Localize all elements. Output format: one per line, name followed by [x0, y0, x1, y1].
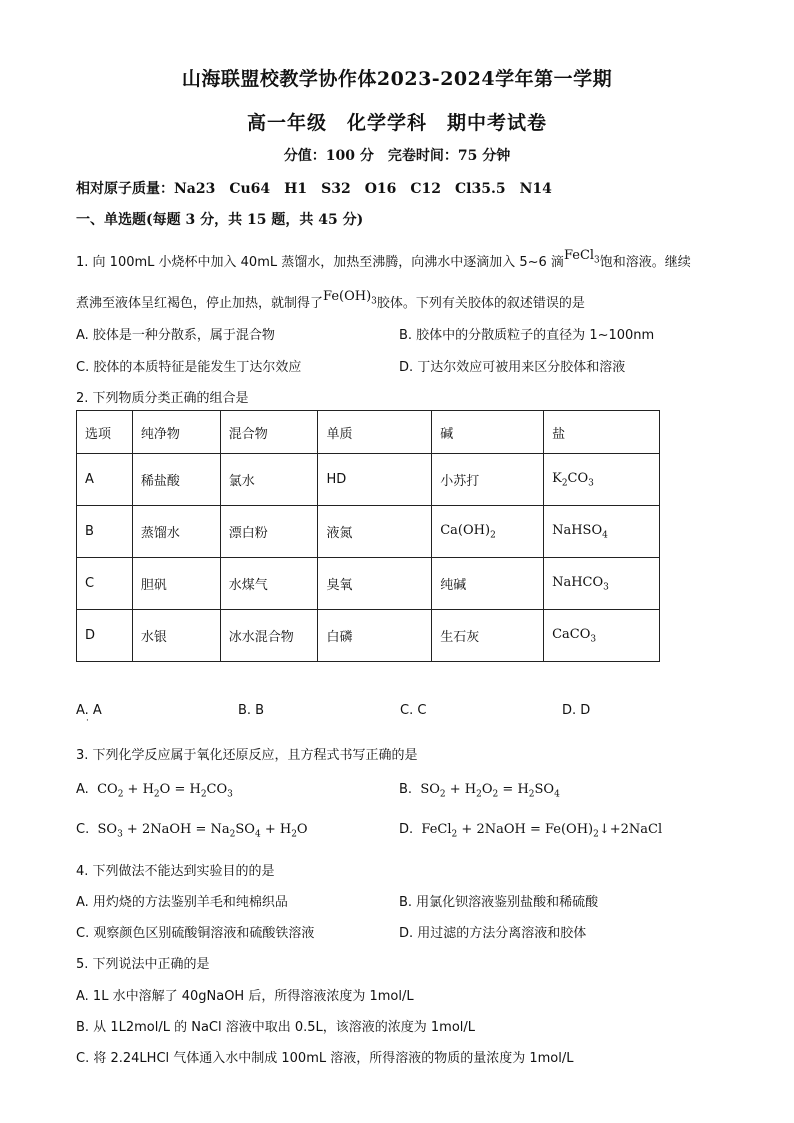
q3-option-d — [399, 822, 662, 840]
table-cell: 白磷 — [318, 610, 432, 662]
header-cell: 单质 — [318, 411, 432, 454]
classification-table — [76, 410, 660, 662]
q4-option-b: B. 用氯化钡溶液鉴别盐酸和稀硫酸 — [399, 895, 599, 910]
q1-line1-text-b: 饱和溶液。继续 — [599, 255, 691, 270]
header-cell: 碱 — [432, 411, 544, 454]
q4-stem: 4. 下列做法不能达到实验目的的是 — [76, 864, 275, 879]
q1-option-d: D. 丁达尔效应可被用来区分胶体和溶液 — [399, 360, 626, 375]
q3-label-c: C. — [76, 822, 90, 837]
table-cell: C — [77, 558, 133, 610]
table-cell: 稀盐酸 — [132, 454, 220, 506]
table-cell: D — [77, 610, 133, 662]
q1-line1-text-a: 1. 向 100mL 小烧杯中加入 40mL 蒸馏水，加热至沸腾，向沸水中逐滴加入 5~6 滴 — [76, 255, 564, 270]
equation-d: FeCl$_2$ + 2NaOH = $Fe(OH)_2↓+2NaCl$ — [417, 822, 663, 840]
q5-option-a: A. 1L 水中溶解了 40gNaOH 后，所得溶液浓度为 1mol/L — [76, 989, 414, 1004]
q1-line2-text-b: 胶体。下列有关胶体的叙述错误的是 — [376, 296, 585, 311]
table-cell: 漂白粉 — [220, 506, 318, 558]
table-cell: 水煤气 — [220, 558, 318, 610]
q2-option-a: A. A — [76, 703, 102, 718]
table-row — [77, 610, 660, 662]
q3-label-a: A. — [76, 782, 89, 797]
q1-line2-text-a: 煮沸至液体呈红褐色，停止加热，就制得了 — [76, 296, 324, 311]
q2-option-c: C. C — [400, 703, 427, 718]
table-cell: 纯碱 — [432, 558, 544, 610]
equation-c: $SO_3$ + 2NaOH = $Na_2SO_4 + H_2O$ — [93, 822, 308, 840]
q4-option-d: D. 用过滤的方法分离溶液和胶体 — [399, 926, 587, 941]
table-cell: 胆矾 — [132, 558, 220, 610]
q1-line1 — [76, 248, 691, 273]
salt-formula-cell: CaCO$_3$ — [544, 610, 660, 662]
header-cell: 混合物 — [220, 411, 318, 454]
base-formula-cell: $Ca(OH)_2$ — [432, 506, 544, 558]
table-header-row — [77, 411, 660, 454]
table-cell: 臭氧 — [318, 558, 432, 610]
q3-option-c — [76, 822, 308, 840]
table-row — [77, 506, 660, 558]
fecl3-formula: FeCl$_3$ — [563, 248, 600, 266]
table-cell: 冰水混合物 — [220, 610, 318, 662]
table-cell: 液氮 — [318, 506, 432, 558]
table-cell: 生石灰 — [432, 610, 544, 662]
table-cell: 水银 — [132, 610, 220, 662]
exam-title: 山海联盟校教学协作体2023-2024学年第一学期 — [181, 68, 613, 90]
stray-dot: · — [86, 716, 89, 726]
q3-label-b: B. — [399, 782, 413, 797]
atomic-masses: 相对原子质量：Na23 Cu64 H1 S32 O16 C12 Cl35.5 N14 — [76, 181, 552, 197]
table-cell: 蒸馏水 — [132, 506, 220, 558]
header-cell: 选项 — [77, 411, 133, 454]
table-cell: HD — [318, 454, 432, 506]
table-row — [77, 558, 660, 610]
q4-option-a: A. 用灼烧的方法鉴别羊毛和纯棉织品 — [76, 895, 288, 910]
exam-subtitle: 高一年级 化学学科 期中考试卷 — [246, 112, 547, 134]
q1-option-a: A. 胶体是一种分散系，属于混合物 — [76, 328, 275, 343]
table-cell: 小苏打 — [432, 454, 544, 506]
table-row — [77, 454, 660, 506]
q4-option-c: C. 观察颜色区别硫酸铜溶液和硫酸铁溶液 — [76, 926, 315, 941]
q3-label-d: D. — [399, 822, 414, 837]
q3-option-a — [76, 782, 233, 800]
exam-meta: 分值：100 分 完卷时间：75 分钟 — [283, 148, 511, 164]
q3-stem: 3. 下列化学反应属于氧化还原反应，且方程式书写正确的是 — [76, 748, 418, 763]
table-cell: A — [77, 454, 133, 506]
salt-formula-cell: $K_2CO_3$ — [544, 454, 660, 506]
q2-option-d: D. D — [562, 703, 591, 718]
q5-stem: 5. 下列说法中正确的是 — [76, 957, 210, 972]
feoh3-formula: $Fe(OH)_3$ — [323, 289, 377, 307]
table-cell: B — [77, 506, 133, 558]
q2-stem: 2. 下列物质分类正确的组合是 — [76, 391, 249, 406]
table-cell: 氯水 — [220, 454, 318, 506]
equation-b: $SO_2 + H_2O_2 = H_2SO_4$ — [416, 782, 560, 800]
q1-option-b: B. 胶体中的分散质粒子的直径为 1~100nm — [399, 328, 655, 343]
salt-formula-cell: NaHCO$_3$ — [544, 558, 660, 610]
equation-a: $CO_2 + H_2O = H_2CO_3$ — [92, 782, 233, 800]
q5-option-b: B. 从 1L2mol/L 的 NaCl 溶液中取出 0.5L，该溶液的浓度为 1mol/L — [76, 1020, 476, 1035]
header-cell: 盐 — [544, 411, 660, 454]
q1-line2 — [76, 289, 585, 314]
q2-option-b: B. B — [238, 703, 265, 718]
salt-formula-cell: NaHSO$_4$ — [544, 506, 660, 558]
section-title: 一、单选题(每题 3 分，共 15 题，共 45 分) — [76, 212, 364, 228]
header-cell: 纯净物 — [132, 411, 220, 454]
q3-option-b — [399, 782, 560, 800]
q5-option-c: C. 将 2.24LHCl 气体通入水中制成 100mL 溶液，所得溶液的物质的量浓度为 1mol/L — [76, 1051, 574, 1066]
q1-option-c: C. 胶体的本质特征是能发生丁达尔效应 — [76, 360, 302, 375]
